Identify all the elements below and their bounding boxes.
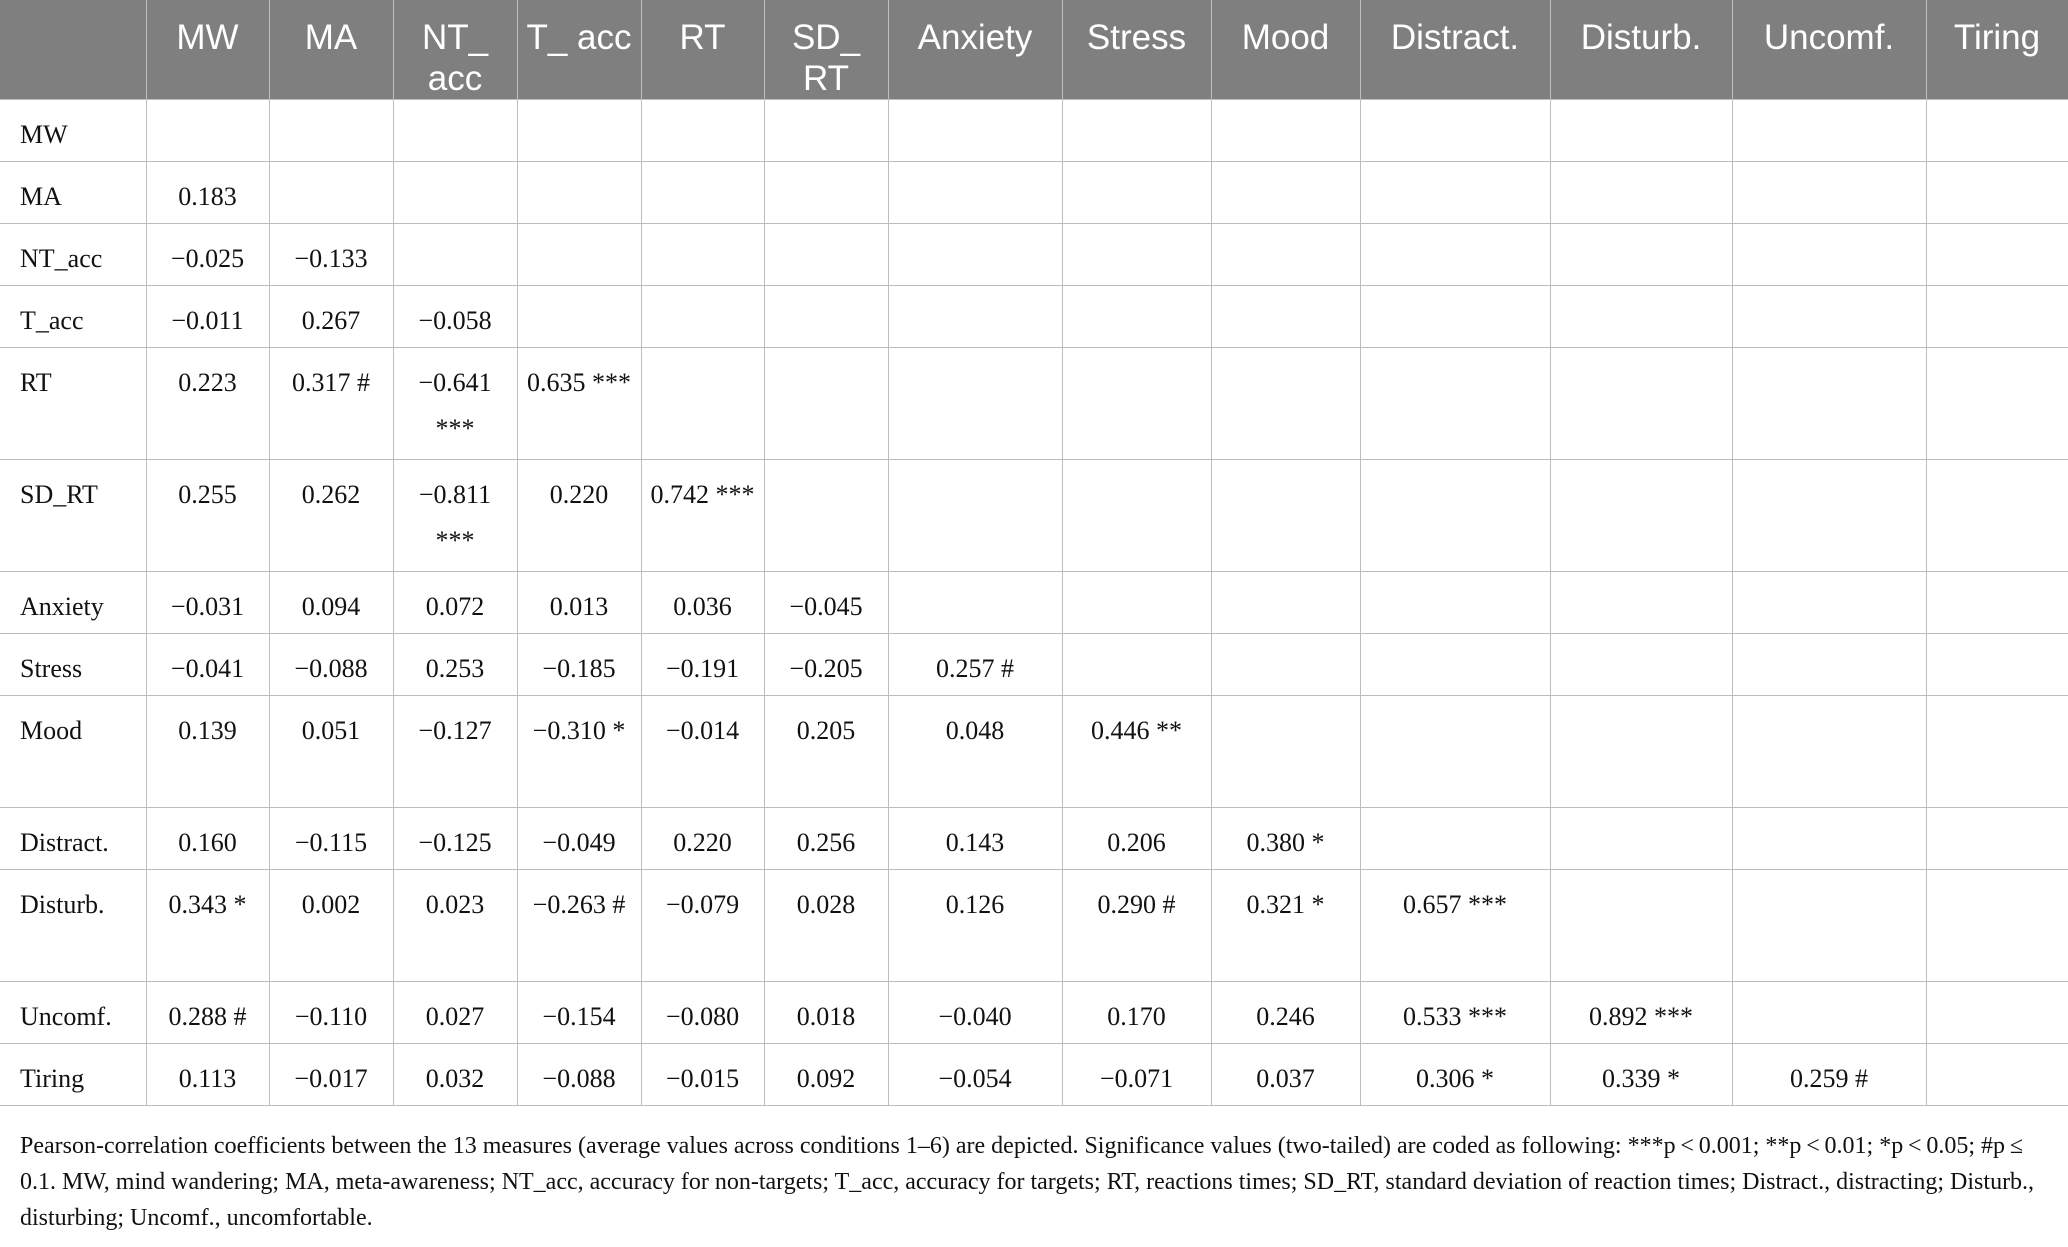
row-label: RT bbox=[0, 348, 146, 460]
table-cell bbox=[1062, 224, 1211, 286]
table-cell bbox=[1550, 348, 1732, 460]
table-cell: −0.125 bbox=[393, 808, 517, 870]
table-cell: 0.028 bbox=[764, 870, 888, 982]
table-cell: 0.170 bbox=[1062, 982, 1211, 1044]
table-cell: −0.191 bbox=[641, 634, 764, 696]
column-header-t-acc: T_ acc bbox=[517, 0, 641, 100]
table-cell bbox=[517, 162, 641, 224]
table-row bbox=[0, 870, 2068, 982]
table-cell bbox=[888, 286, 1062, 348]
table-cell: 0.143 bbox=[888, 808, 1062, 870]
table-row bbox=[0, 224, 2068, 286]
table-cell bbox=[1550, 224, 1732, 286]
table-cell: 0.257 # bbox=[888, 634, 1062, 696]
table-cell bbox=[1926, 348, 2068, 460]
table-row bbox=[0, 286, 2068, 348]
table-row bbox=[0, 982, 2068, 1044]
table-cell bbox=[517, 100, 641, 162]
table-cell: 0.446 ** bbox=[1062, 696, 1211, 808]
table-cell bbox=[641, 348, 764, 460]
table-cell: 0.018 bbox=[764, 982, 888, 1044]
table-cell: −0.058 bbox=[393, 286, 517, 348]
table-cell bbox=[1926, 696, 2068, 808]
table-cell: −0.040 bbox=[888, 982, 1062, 1044]
table-cell bbox=[888, 348, 1062, 460]
table-cell bbox=[1926, 870, 2068, 982]
table-cell bbox=[1732, 572, 1926, 634]
table-cell: 0.635 *** bbox=[517, 348, 641, 460]
table-cell: −0.133 bbox=[269, 224, 393, 286]
table-cell: 0.048 bbox=[888, 696, 1062, 808]
table-cell bbox=[764, 162, 888, 224]
table-cell: 0.253 bbox=[393, 634, 517, 696]
table-cell bbox=[1732, 224, 1926, 286]
table-cell bbox=[1550, 286, 1732, 348]
table-cell: −0.071 bbox=[1062, 1044, 1211, 1106]
table-cell bbox=[888, 100, 1062, 162]
table-cell bbox=[1211, 162, 1360, 224]
table-cell: 0.113 bbox=[146, 1044, 269, 1106]
table-cell: −0.015 bbox=[641, 1044, 764, 1106]
table-cell: 0.139 bbox=[146, 696, 269, 808]
table-cell bbox=[1732, 634, 1926, 696]
table-cell bbox=[888, 224, 1062, 286]
row-label: NT_acc bbox=[0, 224, 146, 286]
table-cell bbox=[1211, 634, 1360, 696]
table-cell: 0.223 bbox=[146, 348, 269, 460]
table-cell bbox=[1360, 100, 1550, 162]
row-label: Distract. bbox=[0, 808, 146, 870]
column-header-mw: MW bbox=[146, 0, 269, 100]
table-cell bbox=[888, 162, 1062, 224]
table-cell bbox=[1732, 870, 1926, 982]
table-cell bbox=[1550, 696, 1732, 808]
table-cell: 0.343 * bbox=[146, 870, 269, 982]
table-cell: 0.023 bbox=[393, 870, 517, 982]
table-cell bbox=[1550, 808, 1732, 870]
table-cell: 0.220 bbox=[517, 460, 641, 572]
table-cell: −0.811 *** bbox=[393, 460, 517, 572]
table-cell: 0.246 bbox=[1211, 982, 1360, 1044]
table-cell bbox=[1550, 460, 1732, 572]
table-cell bbox=[1550, 870, 1732, 982]
table-cell: 0.013 bbox=[517, 572, 641, 634]
table-cell: 0.032 bbox=[393, 1044, 517, 1106]
table-cell: 0.183 bbox=[146, 162, 269, 224]
table-cell: 0.288 # bbox=[146, 982, 269, 1044]
table-cell bbox=[1360, 348, 1550, 460]
table-cell bbox=[1062, 572, 1211, 634]
table-cell bbox=[1550, 634, 1732, 696]
table-cell: −0.049 bbox=[517, 808, 641, 870]
table-cell: 0.027 bbox=[393, 982, 517, 1044]
table-cell bbox=[393, 100, 517, 162]
column-header-rt: RT bbox=[641, 0, 764, 100]
table-row bbox=[0, 696, 2068, 808]
table-cell bbox=[1360, 162, 1550, 224]
table-cell bbox=[1926, 162, 2068, 224]
column-header-sd-rt: SD_ RT bbox=[764, 0, 888, 100]
table-cell: 0.206 bbox=[1062, 808, 1211, 870]
table-cell bbox=[1926, 460, 2068, 572]
table-cell: 0.306 * bbox=[1360, 1044, 1550, 1106]
column-header-distract: Distract. bbox=[1360, 0, 1550, 100]
table-cell bbox=[393, 224, 517, 286]
table-cell bbox=[1211, 348, 1360, 460]
table-cell bbox=[517, 286, 641, 348]
table-row bbox=[0, 460, 2068, 572]
table-cell: −0.088 bbox=[517, 1044, 641, 1106]
table-footnote: Pearson-correlation coefficients between the 13 measures (average values across conditions 1–6) are depicted. Significance values (two-tailed) are coded as following: ***p < 0.001; **p < 0.01; *p < 0.05; #p ≤ 0.1. MW, mind wandering; MA, meta-awareness; NT_acc, accuracy for non-targets; T_acc, accuracy for targets; RT, reactions times; SD_RT, standard deviation of reaction times; Distract., distracting; Disturb., disturbing; Uncomf., uncomfortable. bbox=[20, 1133, 2035, 1231]
table-cell bbox=[1211, 696, 1360, 808]
table-cell bbox=[641, 100, 764, 162]
header-row bbox=[0, 0, 2068, 100]
table-cell: −0.017 bbox=[269, 1044, 393, 1106]
table-cell bbox=[1926, 634, 2068, 696]
table-row bbox=[0, 572, 2068, 634]
table-cell bbox=[1926, 1044, 2068, 1106]
table-cell: 0.051 bbox=[269, 696, 393, 808]
table-cell: −0.185 bbox=[517, 634, 641, 696]
table-cell: −0.154 bbox=[517, 982, 641, 1044]
row-label: Mood bbox=[0, 696, 146, 808]
table-cell: 0.126 bbox=[888, 870, 1062, 982]
row-label: SD_RT bbox=[0, 460, 146, 572]
table-cell bbox=[1732, 460, 1926, 572]
table-cell bbox=[1062, 162, 1211, 224]
table-cell: 0.072 bbox=[393, 572, 517, 634]
row-label: MA bbox=[0, 162, 146, 224]
table-cell bbox=[1926, 808, 2068, 870]
table-cell bbox=[764, 348, 888, 460]
table-cell bbox=[269, 100, 393, 162]
row-label: T_acc bbox=[0, 286, 146, 348]
table-cell: 0.259 # bbox=[1732, 1044, 1926, 1106]
table-cell: −0.031 bbox=[146, 572, 269, 634]
table-cell: 0.742 *** bbox=[641, 460, 764, 572]
table-cell bbox=[1732, 162, 1926, 224]
table-cell bbox=[1062, 348, 1211, 460]
table-cell bbox=[641, 224, 764, 286]
table-cell: 0.037 bbox=[1211, 1044, 1360, 1106]
table-row bbox=[0, 634, 2068, 696]
table-cell bbox=[1926, 572, 2068, 634]
row-label: Uncomf. bbox=[0, 982, 146, 1044]
table-cell bbox=[1211, 460, 1360, 572]
table-cell: 0.255 bbox=[146, 460, 269, 572]
table-cell: −0.127 bbox=[393, 696, 517, 808]
table-cell: −0.110 bbox=[269, 982, 393, 1044]
table-cell bbox=[1062, 286, 1211, 348]
table-row bbox=[0, 100, 2068, 162]
table-cell: 0.205 bbox=[764, 696, 888, 808]
table-cell: −0.310 * bbox=[517, 696, 641, 808]
table-cell: 0.657 *** bbox=[1360, 870, 1550, 982]
table-cell: −0.014 bbox=[641, 696, 764, 808]
table-cell bbox=[1211, 572, 1360, 634]
header-corner bbox=[0, 0, 146, 100]
table-cell bbox=[1211, 224, 1360, 286]
table-cell: 0.256 bbox=[764, 808, 888, 870]
table-cell: −0.079 bbox=[641, 870, 764, 982]
table-cell bbox=[1062, 634, 1211, 696]
table-cell: −0.054 bbox=[888, 1044, 1062, 1106]
table-cell bbox=[1360, 572, 1550, 634]
table-row bbox=[0, 348, 2068, 460]
table-cell bbox=[1732, 696, 1926, 808]
table-cell bbox=[1926, 286, 2068, 348]
column-header-disturb: Disturb. bbox=[1550, 0, 1732, 100]
table-cell: 0.220 bbox=[641, 808, 764, 870]
table-cell: −0.041 bbox=[146, 634, 269, 696]
table-cell bbox=[1360, 808, 1550, 870]
table-cell bbox=[641, 162, 764, 224]
table-cell: −0.263 # bbox=[517, 870, 641, 982]
table-cell: −0.115 bbox=[269, 808, 393, 870]
table-cell bbox=[1550, 100, 1732, 162]
table-cell bbox=[764, 286, 888, 348]
table-cell bbox=[1926, 100, 2068, 162]
table-cell: −0.641 *** bbox=[393, 348, 517, 460]
column-header-uncomf: Uncomf. bbox=[1732, 0, 1926, 100]
table-cell bbox=[517, 224, 641, 286]
table-cell bbox=[1211, 286, 1360, 348]
table-cell bbox=[641, 286, 764, 348]
table-cell bbox=[1732, 100, 1926, 162]
table-cell: 0.380 * bbox=[1211, 808, 1360, 870]
row-label: Tiring bbox=[0, 1044, 146, 1106]
row-label: Anxiety bbox=[0, 572, 146, 634]
table-row bbox=[0, 808, 2068, 870]
table-row bbox=[0, 1044, 2068, 1106]
table-cell bbox=[1360, 634, 1550, 696]
column-header-nt-acc: NT_ acc bbox=[393, 0, 517, 100]
table-cell bbox=[1360, 460, 1550, 572]
table-cell bbox=[269, 162, 393, 224]
table-cell: 0.533 *** bbox=[1360, 982, 1550, 1044]
row-label: MW bbox=[0, 100, 146, 162]
table-cell: −0.011 bbox=[146, 286, 269, 348]
table-cell: 0.339 * bbox=[1550, 1044, 1732, 1106]
table-cell: −0.025 bbox=[146, 224, 269, 286]
table-cell bbox=[888, 572, 1062, 634]
table-body bbox=[0, 100, 2068, 1106]
table-cell bbox=[888, 460, 1062, 572]
table-cell bbox=[1926, 224, 2068, 286]
table-cell bbox=[1062, 460, 1211, 572]
row-label: Disturb. bbox=[0, 870, 146, 982]
table-cell: 0.094 bbox=[269, 572, 393, 634]
table-cell: 0.317 # bbox=[269, 348, 393, 460]
table-cell bbox=[1360, 696, 1550, 808]
table-cell: 0.321 * bbox=[1211, 870, 1360, 982]
table-cell: 0.092 bbox=[764, 1044, 888, 1106]
table-cell bbox=[764, 460, 888, 572]
table-cell: 0.267 bbox=[269, 286, 393, 348]
table-cell: −0.080 bbox=[641, 982, 764, 1044]
column-header-anxiety: Anxiety bbox=[888, 0, 1062, 100]
table-row bbox=[0, 162, 2068, 224]
table-cell bbox=[1926, 982, 2068, 1044]
column-header-ma: MA bbox=[269, 0, 393, 100]
table-cell: 0.892 *** bbox=[1550, 982, 1732, 1044]
row-label: Stress bbox=[0, 634, 146, 696]
table-cell: 0.002 bbox=[269, 870, 393, 982]
column-header-mood: Mood bbox=[1211, 0, 1360, 100]
column-header-stress: Stress bbox=[1062, 0, 1211, 100]
table-cell: 0.160 bbox=[146, 808, 269, 870]
table-cell: 0.036 bbox=[641, 572, 764, 634]
table-cell bbox=[1360, 286, 1550, 348]
table-cell: −0.045 bbox=[764, 572, 888, 634]
table-cell bbox=[146, 100, 269, 162]
table-cell: 0.290 # bbox=[1062, 870, 1211, 982]
table-cell bbox=[764, 100, 888, 162]
table-cell bbox=[393, 162, 517, 224]
table-cell: −0.205 bbox=[764, 634, 888, 696]
table-cell bbox=[764, 224, 888, 286]
table-cell bbox=[1360, 224, 1550, 286]
table-cell bbox=[1732, 982, 1926, 1044]
table-cell bbox=[1732, 286, 1926, 348]
table-cell: 0.262 bbox=[269, 460, 393, 572]
table-cell bbox=[1732, 808, 1926, 870]
table-cell: −0.088 bbox=[269, 634, 393, 696]
column-header-tiring: Tiring bbox=[1926, 0, 2068, 100]
table-cell bbox=[1211, 100, 1360, 162]
table-cell bbox=[1550, 162, 1732, 224]
table-cell bbox=[1062, 100, 1211, 162]
table-cell bbox=[1550, 572, 1732, 634]
table-cell bbox=[1732, 348, 1926, 460]
